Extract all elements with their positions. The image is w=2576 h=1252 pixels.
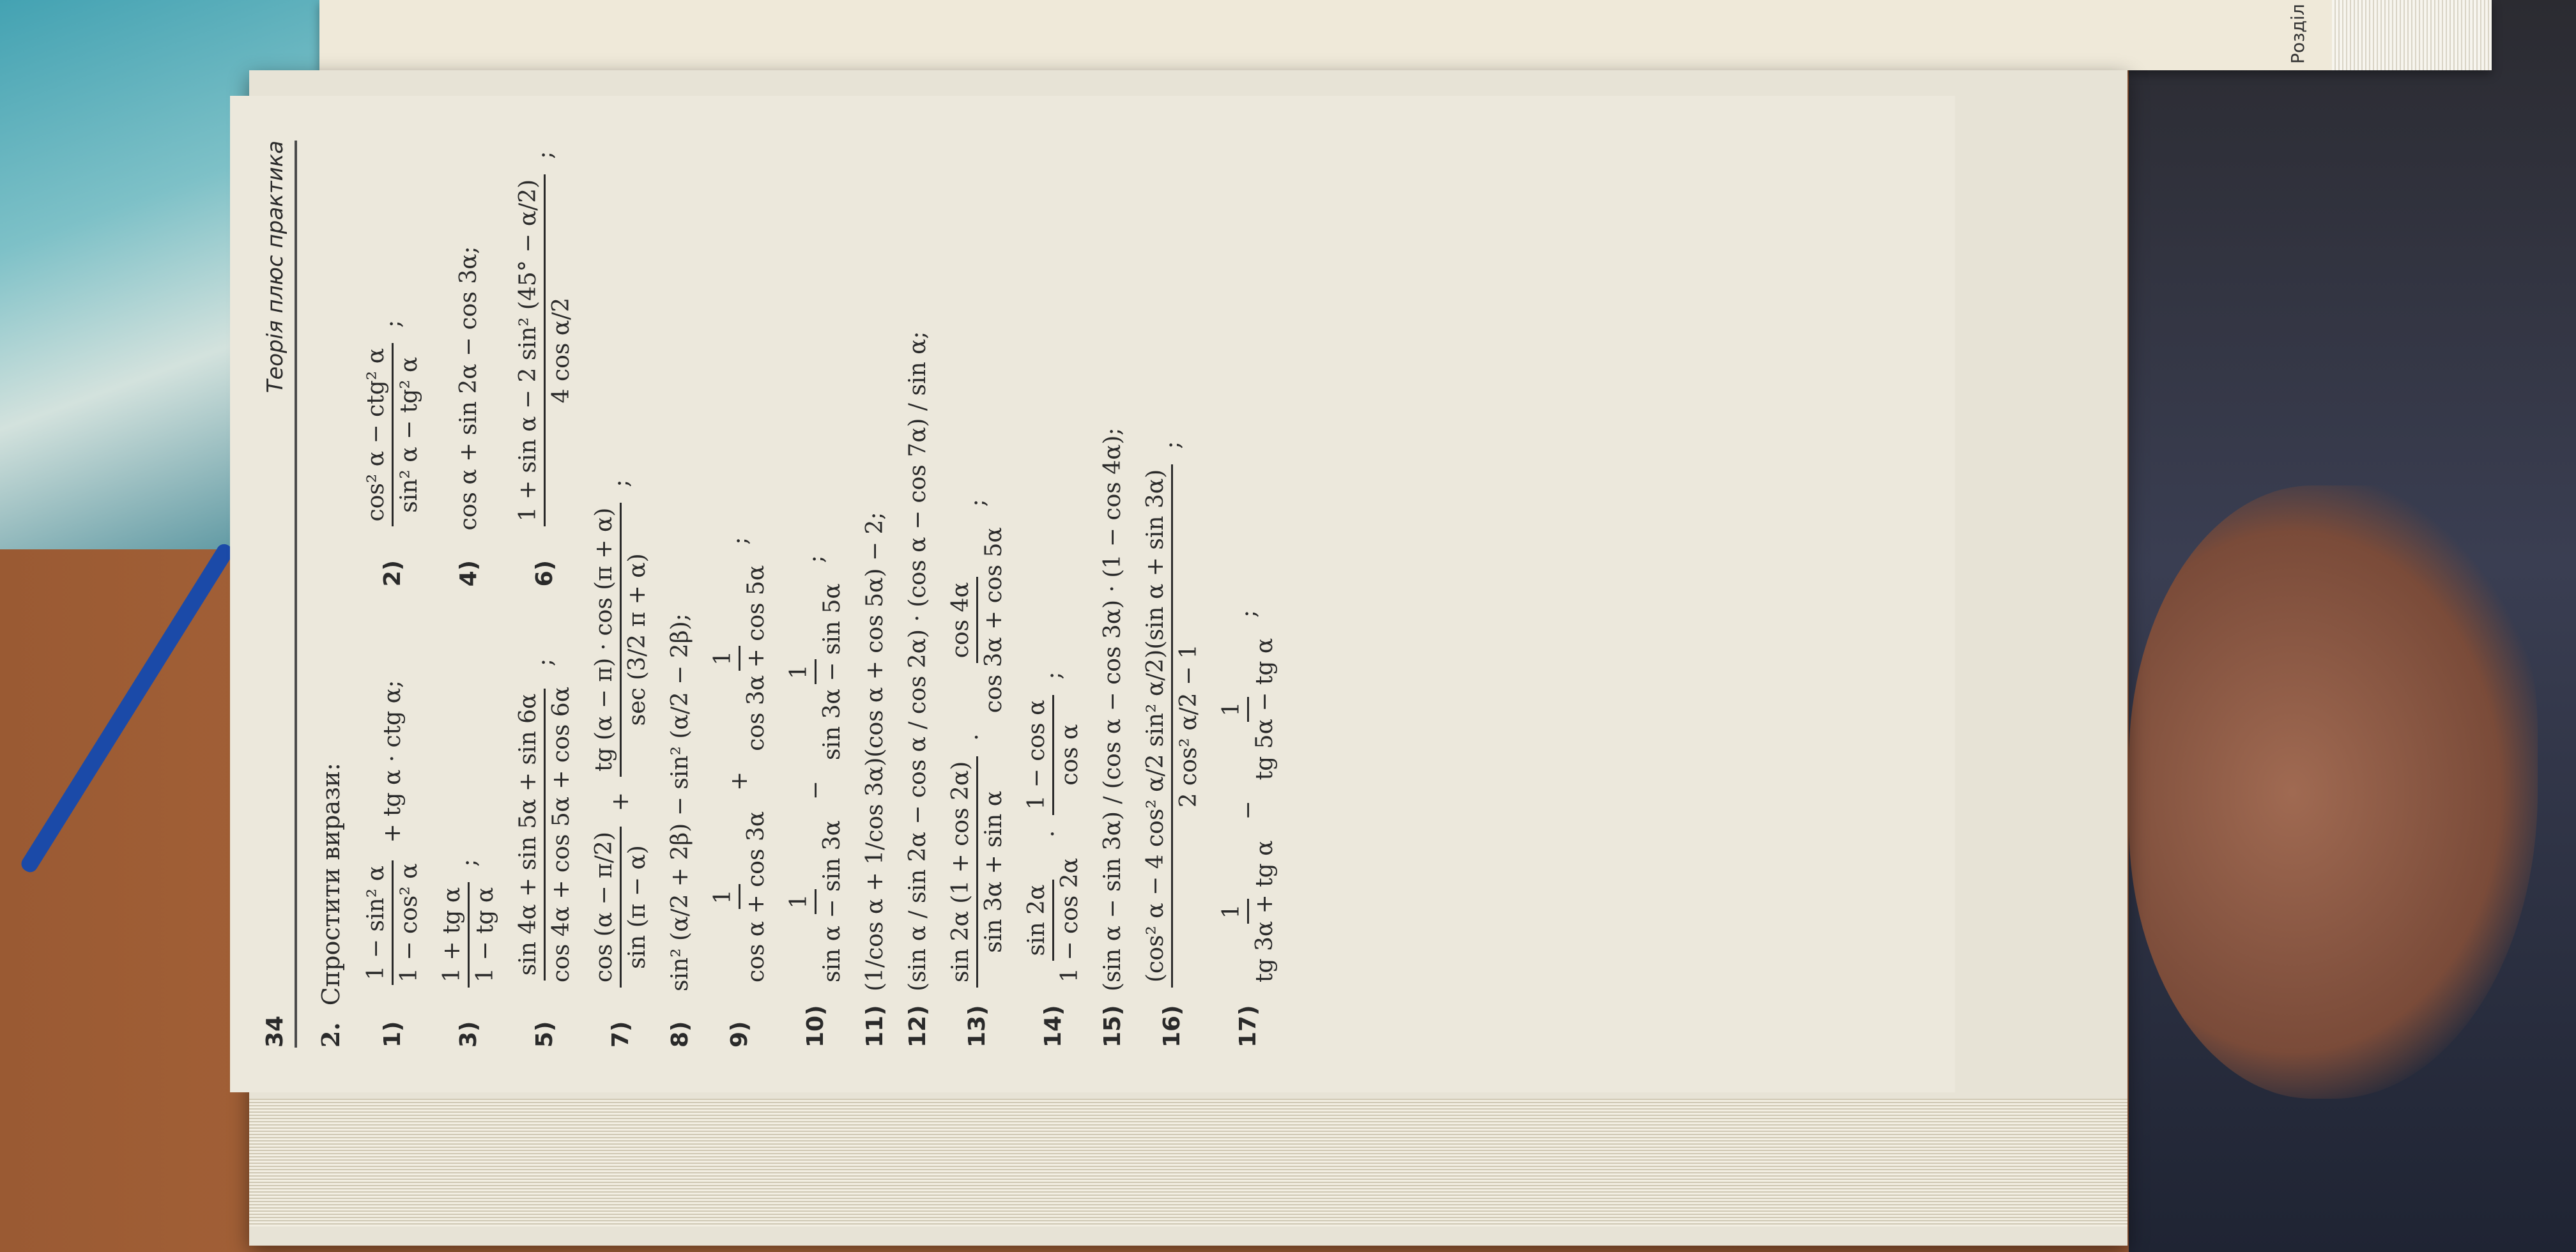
numerator: (cos² α − 4 cos² α/2 sin² α/2)(sin α + sin 3α)	[1142, 464, 1173, 988]
exercise-row	[363, 141, 422, 1048]
exercise-number: 17)	[1235, 1005, 1261, 1048]
operator: ·	[964, 733, 990, 741]
fraction	[947, 522, 1007, 718]
denominator: 4 cos α/2	[548, 297, 574, 404]
exercise-row	[947, 141, 1007, 1048]
operator: −	[802, 781, 829, 800]
fraction	[1142, 464, 1202, 988]
exercise-item	[710, 141, 769, 1048]
operator: +	[608, 791, 634, 812]
expression-tail: ;	[802, 555, 829, 563]
page-number: 34	[262, 1015, 288, 1048]
fraction	[591, 503, 650, 777]
second-book-page-edge	[2332, 0, 2492, 70]
exercise-row	[1218, 141, 1278, 1048]
expression-tail: ;	[532, 658, 558, 666]
numerator: 1 − sin² α	[363, 860, 394, 985]
task-title: Спростити вирази:	[317, 763, 345, 1006]
exercise-item	[862, 141, 888, 1048]
fraction	[710, 806, 769, 988]
exercise-row	[1023, 141, 1083, 1048]
exercise-row	[905, 141, 931, 1048]
exercise-row	[591, 141, 650, 1048]
denominator: sin (π − α)	[624, 845, 650, 969]
expression: (sin α − sin 3α) / (cos α − cos 3α) · (1 − cos 4α);	[1100, 427, 1126, 991]
exercise-item	[1100, 141, 1126, 1048]
expression-tail: ;	[1159, 441, 1185, 449]
denominator: sec (3/2 π + α)	[624, 553, 650, 726]
fraction	[786, 815, 845, 988]
fraction	[515, 174, 574, 527]
operator: −	[1235, 800, 1261, 820]
book-page-edges	[249, 1099, 2128, 1226]
exercise-row	[439, 141, 498, 1048]
numerator: 1 − cos α	[1023, 695, 1054, 815]
denominator: sin² α − tg² α	[396, 356, 422, 513]
fraction	[786, 578, 845, 765]
fraction	[363, 343, 422, 526]
expression-tail: ;	[608, 479, 634, 487]
fraction	[1023, 853, 1083, 988]
exercise-number: 7)	[608, 1021, 634, 1048]
denominator: 2 cos² α/2 − 1	[1176, 644, 1202, 808]
exercise-number: 5)	[532, 1021, 558, 1048]
exercise-row	[667, 141, 693, 1048]
exercise-item	[1023, 141, 1083, 1048]
exercise-item	[439, 612, 498, 1048]
denominator: sin α − sin 3α	[819, 820, 845, 982]
textbook-page	[230, 96, 1955, 1092]
fraction	[710, 560, 769, 756]
numerator: tg (α − π) · cos (π + α)	[591, 503, 622, 777]
exercise-number: 16)	[1159, 1005, 1185, 1048]
expression-tail: ;	[726, 537, 753, 545]
exercise-row	[1100, 141, 1126, 1048]
fraction	[591, 827, 650, 988]
exercise-item	[947, 141, 1007, 1048]
denominator: cos 3α + cos 5α	[743, 565, 769, 751]
page-header	[262, 141, 297, 1048]
numerator: cos 4α	[947, 577, 978, 663]
fraction	[363, 859, 422, 988]
fraction	[1218, 633, 1278, 786]
second-book	[319, 0, 2492, 70]
hand	[2129, 485, 2538, 1099]
expression: (1/cos α + 1/cos 3α)(cos α + cos 5α) − 2;	[862, 512, 888, 991]
numerator: 1 + sin α − 2 sin² (45° − α/2)	[515, 174, 546, 527]
denominator: sin 3α + sin α	[981, 790, 1007, 953]
numerator: sin 2α	[1023, 880, 1054, 961]
exercise-item	[591, 141, 650, 1048]
exercise-number: 4)	[456, 560, 482, 587]
exercise-row	[862, 141, 888, 1048]
expression: cos α + sin 2α − cos 3α;	[456, 246, 482, 531]
exercise-item	[363, 612, 422, 1048]
exercise-number: 9)	[726, 1021, 753, 1048]
exercise-item	[515, 612, 574, 1048]
denominator: cos 4α + cos 5α + cos 6α	[548, 686, 574, 982]
fraction	[1023, 695, 1083, 815]
exercise-item	[1218, 141, 1278, 1048]
task-number: 2.	[316, 1022, 345, 1048]
task-heading	[316, 141, 345, 1048]
exercise-row	[515, 141, 574, 1048]
exercise-item	[667, 141, 693, 1048]
numerator: cos (α − π/2)	[591, 827, 622, 988]
numerator: cos² α − ctg² α	[363, 343, 394, 526]
numerator: 1	[786, 889, 816, 914]
expression-tail: ;	[379, 319, 406, 328]
numerator: sin 2α (1 + cos 2α)	[947, 756, 978, 988]
exercise-row	[1142, 141, 1202, 1048]
numerator: sin 4α + sin 5α + sin 6α	[515, 689, 546, 981]
expression-tail: ;	[1235, 609, 1261, 618]
fraction	[439, 882, 498, 988]
fraction	[515, 682, 574, 988]
exercise-number: 6)	[532, 560, 558, 587]
numerator: 1 + tg α	[439, 882, 470, 988]
denominator: cos 3α + cos 5α	[981, 527, 1007, 714]
exercise-number: 11)	[862, 1005, 888, 1048]
denominator: cos α	[1057, 724, 1083, 786]
expression-tail: ;	[964, 499, 990, 507]
fraction	[1218, 836, 1278, 988]
exercise-number: 3)	[456, 1021, 482, 1048]
denominator: tg 5α − tg α	[1252, 637, 1278, 781]
exercise-item	[1142, 141, 1202, 1048]
operator: +	[726, 771, 753, 791]
exercise-row	[710, 141, 769, 1048]
exercise-row	[786, 141, 845, 1048]
exercise-number: 12)	[905, 1005, 931, 1048]
expression: sin² (α/2 + 2β) − sin² (α/2 − 2β);	[667, 613, 693, 991]
exercise-number: 13)	[964, 1005, 990, 1048]
exercise-item	[786, 141, 845, 1048]
side-tab-label: Розділ	[2287, 4, 2308, 64]
denominator: 1 − cos 2α	[1057, 858, 1083, 982]
expression-tail: ;	[532, 151, 558, 159]
denominator: sin 3α − sin 5α	[819, 583, 845, 761]
numerator: 1	[710, 646, 740, 671]
denominator: tg 3α + tg α	[1252, 840, 1278, 982]
running-title: Теорія плюс практика	[263, 141, 288, 393]
expression-tail: ;	[1040, 671, 1066, 680]
exercise-item	[905, 141, 931, 1048]
expression: (sin α / sin 2α − cos α / cos 2α) · (cos α − cos 7α) / sin α;	[905, 331, 931, 991]
exercise-number: 1)	[379, 1021, 406, 1048]
exercise-number: 15)	[1100, 1005, 1126, 1048]
expression-tail: + tg α · ctg α;	[379, 680, 406, 843]
exercise-item	[439, 151, 498, 587]
exercise-item	[363, 151, 422, 587]
fraction	[947, 756, 1007, 988]
numerator: 1	[1218, 899, 1249, 924]
exercise-number: 8)	[667, 1021, 693, 1048]
exercise-number: 14)	[1040, 1005, 1066, 1048]
denominator: 1 − tg α	[472, 887, 498, 982]
denominator: cos α + cos 3α	[743, 811, 769, 982]
denominator: 1 − cos² α	[396, 863, 422, 982]
numerator: 1	[1218, 697, 1249, 722]
exercise-item	[515, 151, 574, 587]
operator: ·	[1040, 830, 1066, 838]
numerator: 1	[710, 885, 740, 910]
expression-tail: ;	[456, 859, 482, 867]
numerator: 1	[786, 659, 816, 684]
exercise-number: 10)	[802, 1005, 829, 1048]
exercise-number: 2)	[379, 560, 406, 587]
